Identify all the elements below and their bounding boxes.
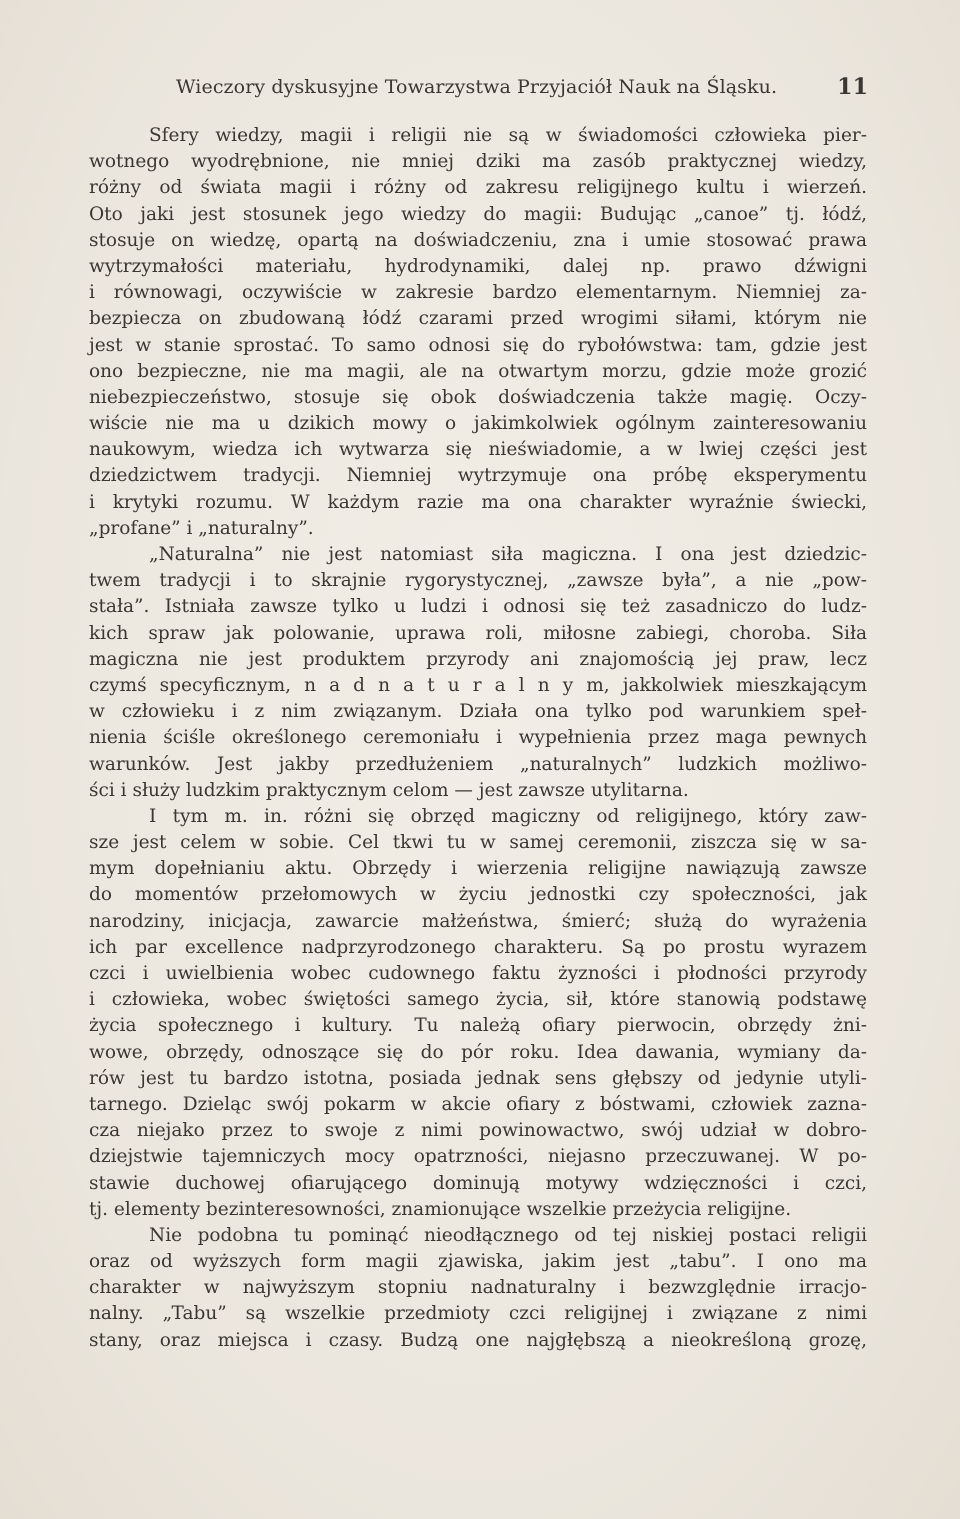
text-line: kich spraw jak polowanie, uprawa roli, miłosne zabiegi, choroba. Siła xyxy=(89,622,867,644)
text-line: charakter w najwyższym stopniu nadnaturalny i bezwzględnie irracjo- xyxy=(89,1277,867,1299)
text-line: stała”. Istniała zawsze tylko u ludzi i odnosi się też zasadniczo do ludz- xyxy=(89,596,867,618)
text-line: Nie podobna tu pominąć nieodłącznego od tej niskiej postaci religii xyxy=(149,1224,867,1246)
text-line: „Naturalna” nie jest natomiast siła magiczna. I ona jest dziedzic- xyxy=(149,544,867,565)
text-line: „profane” i „naturalny”. xyxy=(89,517,314,539)
text-line: tarnego. Dzieląc swój pokarm w akcie ofiary z bóstwami, człowiek zazna- xyxy=(89,1093,867,1115)
running-title: Wieczory dyskusyjne Towarzystwa Przyjaciół Nauk na Śląsku. xyxy=(176,76,778,98)
text-line: wytrzymałości materiału, hydrodynamiki, dalej np. prawo dźwigni xyxy=(89,255,867,277)
text-line: magiczna nie jest produktem przyrody ani znajomością jej praw, lecz xyxy=(89,648,867,670)
text-line: ści i służy ludzkim praktycznym celom — jest zawsze utylitarna. xyxy=(89,779,689,801)
text-line: wotnego wyodrębnione, nie mniej dziki ma zasób praktycznej wiedzy, xyxy=(89,151,867,173)
text-line: bezpiecza on zbudowaną łódź czarami przed wrogimi siłami, którym nie xyxy=(89,308,867,330)
text-line: oraz od wyższych form magii zjawiska, jakim jest „tabu”. I ono ma xyxy=(89,1251,867,1273)
text-line: naukowym, wiedza ich wytwarza się nieświadomie, a w lwiej części jest xyxy=(89,439,867,461)
text-line: sze jest celem w sobie. Cel tkwi tu w samej ceremonii, ziszcza się w sa- xyxy=(89,832,867,854)
text-line: wowe, obrzędy, odnoszące się do pór roku. Idea dawania, wymiany da- xyxy=(89,1041,867,1063)
text-line: twem tradycji i to skrajnie rygorystycznej, „zawsze była”, a nie „pow- xyxy=(89,570,867,592)
running-head xyxy=(176,70,868,104)
text-line: nienia ściśle określonego ceremoniału i wypełnienia przez maga pewnych xyxy=(89,727,867,749)
text-line: stosuje on wiedzę, opartą na doświadczeniu, zna i umie stosować prawa xyxy=(89,229,867,251)
text-line: i krytyki rozumu. W każdym razie ma ona charakter wyraźnie świecki, xyxy=(89,491,867,513)
text-line: mym dopełnianiu aktu. Obrzędy i wierzenia religijne nawiązują zawsze xyxy=(89,858,867,880)
text-line: dziejstwie tajemniczych mocy opatrzności, niejasno przeczuwanej. W po- xyxy=(89,1146,867,1168)
text-line: tj. elementy bezinteresowności, znamionujące wszelkie przeżycia religijne. xyxy=(89,1198,792,1220)
page-number: 11 xyxy=(837,74,868,100)
body-text xyxy=(89,123,867,1354)
text-line: warunków. Jest jakby przedłużeniem „naturalnych” ludzkich możliwo- xyxy=(89,753,867,775)
text-line: jest w stanie sprostać. To samo odnosi się do rybołówstwa: tam, gdzie jest xyxy=(89,334,867,356)
text-line: różny od świata magii i różny od zakresu religijnego kultu i wierzeń. xyxy=(89,177,867,199)
text-line: Sfery wiedzy, magii i religii nie są w świadomości człowieka pier- xyxy=(149,125,867,146)
text-line: stawie duchowej ofiarującego dominują motywy wdzięczności i czci, xyxy=(89,1172,867,1194)
text-line: w człowieku i z nim związanym. Działa ona tylko pod warunkiem speł- xyxy=(89,701,867,723)
text-line: czymś specyficznym, n a d n a t u r a l n y m, jakkolwiek mieszkającym xyxy=(89,674,867,696)
text-line: ich par excellence nadprzyrodzonego charakteru. Są po prostu wyrazem xyxy=(89,936,867,958)
text-line: niebezpieczeństwo, stosuje się obok doświadczenia także magię. Oczy- xyxy=(89,386,867,408)
text-line: wiście nie ma u dzikich mowy o jakimkolwiek ogólnym zainteresowaniu xyxy=(89,413,867,435)
text-line: Oto jaki jest stosunek jego wiedzy do magii: Budując „canoe” tj. łódź, xyxy=(89,203,867,225)
text-line: czci i uwielbienia wobec cudownego faktu żyzności i płodności przyrody xyxy=(89,963,867,984)
text-line: cza niejako przez to swoje z nimi powinowactwo, swój udział w dobro- xyxy=(89,1120,867,1142)
text-line: rów jest tu bardzo istotna, posiada jednak sens głębszy od jedynie utyli- xyxy=(89,1067,867,1089)
text-line: stany, oraz miejsca i czasy. Budzą one najgłębszą a nieokreśloną grozę, xyxy=(89,1329,867,1351)
text-line: i człowieka, wobec świętości samego życia, sił, które stanowią podstawę xyxy=(89,989,867,1011)
text-line: narodziny, inicjacja, zawarcie małżeństwa, śmierć; służą do wyrażenia xyxy=(89,910,867,932)
text-line: ono bezpieczne, nie ma magii, ale na otwartym morzu, gdzie może grozić xyxy=(89,360,867,382)
text-line: dziedzictwem tradycji. Niemniej wytrzymuje ona próbę eksperymentu xyxy=(89,465,867,487)
text-line: i równowagi, oczywiście w zakresie bardzo elementarnym. Niemniej za- xyxy=(89,282,867,304)
text-line: do momentów przełomowych w życiu jednostki czy społeczności, jak xyxy=(89,884,867,906)
text-line: życia społecznego i kultury. Tu należą ofiary pierwocin, obrzędy żni- xyxy=(89,1015,867,1037)
text-line: I tym m. in. różni się obrzęd magiczny od religijnego, który zaw- xyxy=(149,805,867,827)
text-line: nalny. „Tabu” są wszelkie przedmioty czci religijnej i związane z nimi xyxy=(89,1303,867,1325)
